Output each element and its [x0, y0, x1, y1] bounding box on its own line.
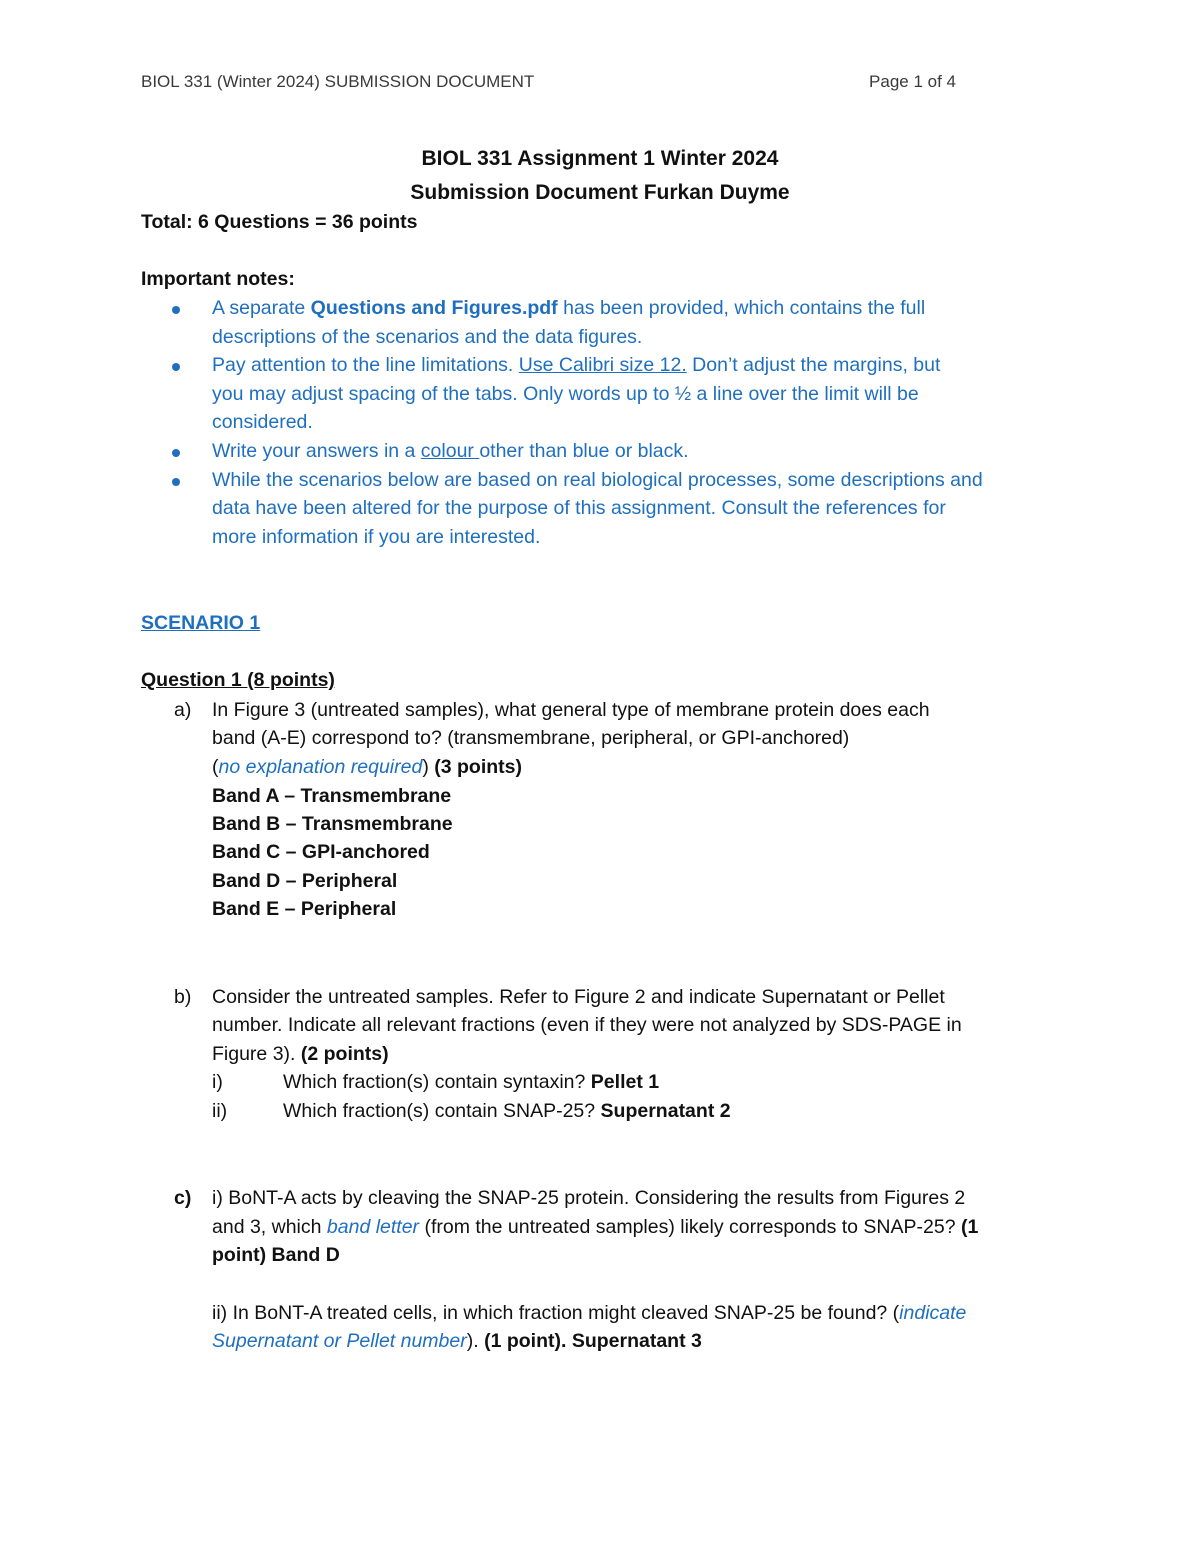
band-letter-hint: band letter	[326, 1216, 420, 1238]
paren: )	[422, 756, 435, 778]
part-b-i	[283, 1071, 659, 1094]
questions-pdf-name: Questions and Figures.pdf	[310, 297, 558, 319]
notes-heading: Important notes:	[141, 268, 295, 290]
part-c-ii-line-1	[212, 1302, 966, 1325]
part-c-ii-answer: (1 point). Supernatant 3	[484, 1330, 702, 1352]
note-1-line-1	[212, 297, 925, 320]
fraction-hint: Supernatant or Pellet number	[212, 1330, 467, 1352]
note-text: Don’t adjust the margins, but	[686, 354, 941, 376]
part-c-ii-line-2	[212, 1330, 702, 1353]
page-number: Page 1 of 4	[869, 72, 956, 91]
note-text: has been provided, which contains the full	[557, 297, 926, 319]
part-b-ii-label: ii)	[212, 1100, 228, 1122]
total-points: Total: 6 Questions = 36 points	[141, 211, 418, 233]
note-2-line-3: considered.	[212, 411, 313, 433]
note-2-line-1	[212, 354, 940, 377]
part-c-ii-text: ).	[466, 1330, 485, 1352]
note-4-line-1: While the scenarios below are based on real biological processes, some descriptions and	[212, 469, 983, 491]
part-b-label: b)	[174, 986, 192, 1008]
note-1-line-2: descriptions of the scenarios and the data figures.	[212, 326, 643, 348]
answer-band-a: Band A – Transmembrane	[212, 785, 452, 807]
colour-word: colour	[420, 440, 480, 462]
part-c-i-line-2	[212, 1216, 978, 1239]
header-course: BIOL 331 (Winter 2024) SUBMISSION DOCUMENT	[141, 72, 535, 91]
note-text: other than blue or black.	[479, 440, 689, 462]
part-a-points: (3 points)	[434, 756, 522, 778]
part-c-i-line-1: i) BoNT-A acts by cleaving the SNAP-25 protein. Considering the results from Figures 2	[212, 1187, 966, 1209]
question-1-heading: Question 1 (8 points)	[141, 669, 335, 691]
document-title: BIOL 331 Assignment 1 Winter 2024	[421, 147, 779, 170]
part-c-label: c)	[174, 1187, 192, 1209]
answer-band-e: Band E – Peripheral	[212, 898, 397, 920]
part-b-text: Figure 3).	[212, 1043, 301, 1065]
answer-band-d: Band D – Peripheral	[212, 870, 398, 892]
note-text: A separate	[212, 297, 311, 319]
document-subtitle: Submission Document Furkan Duyme	[410, 181, 790, 204]
scenario-heading: SCENARIO 1	[141, 612, 261, 634]
part-a-line-3	[212, 756, 522, 779]
part-b-i-answer: Pellet 1	[590, 1071, 660, 1093]
part-b-i-label: i)	[212, 1071, 223, 1093]
part-b-line-2: number. Indicate all relevant fractions (even if they were not analyzed by SDS-PAGE in	[212, 1014, 962, 1036]
answer-band-c: Band C – GPI-anchored	[212, 841, 430, 863]
indicate-hint: indicate	[899, 1302, 967, 1324]
part-c-text: (from the untreated samples) likely corresponds to SNAP-25?	[419, 1216, 961, 1238]
bullet-icon	[172, 306, 180, 314]
note-text: Pay attention to the line limitations.	[212, 354, 519, 376]
note-2-line-2: you may adjust spacing of the tabs. Only words up to ½ a line over the limit will be	[212, 383, 919, 405]
note-text: Write your answers in a	[212, 440, 421, 462]
part-c-text: and 3, which	[212, 1216, 327, 1238]
note-4-line-2: data have been altered for the purpose of this assignment. Consult the references for	[212, 497, 946, 519]
part-b-points: (2 points)	[300, 1043, 389, 1065]
bullet-icon	[172, 478, 180, 486]
part-b-i-question: Which fraction(s) contain syntaxin?	[283, 1071, 591, 1093]
part-b-ii-answer: Supernatant 2	[600, 1100, 731, 1122]
page-header	[141, 72, 956, 92]
part-b-ii	[283, 1100, 731, 1123]
font-requirement: Use Calibri size 12.	[518, 354, 687, 376]
part-a-label: a)	[174, 699, 192, 721]
paren: (	[212, 756, 219, 778]
part-a-line-2: band (A-E) correspond to? (transmembrane, peripheral, or GPI-anchored)	[212, 727, 850, 749]
note-3	[212, 440, 689, 463]
part-b-ii-question: Which fraction(s) contain SNAP-25?	[283, 1100, 601, 1122]
part-b-line-3	[212, 1043, 389, 1066]
part-c-ii-text: ii) In BoNT-A treated cells, in which fraction might cleaved SNAP-25 be found? (	[212, 1302, 900, 1324]
answer-band-b: Band B – Transmembrane	[212, 813, 453, 835]
part-c-i-points: (1	[960, 1216, 979, 1238]
part-b-line-1: Consider the untreated samples. Refer to Figure 2 and indicate Supernatant or Pellet	[212, 986, 945, 1008]
bullet-icon	[172, 449, 180, 457]
note-4-line-3: more information if you are interested.	[212, 526, 541, 548]
no-explanation-note: no explanation required	[218, 756, 423, 778]
part-a-line-1: In Figure 3 (untreated samples), what general type of membrane protein does each	[212, 699, 930, 721]
bullet-icon	[172, 363, 180, 371]
part-c-i-answer: point) Band D	[212, 1244, 340, 1266]
